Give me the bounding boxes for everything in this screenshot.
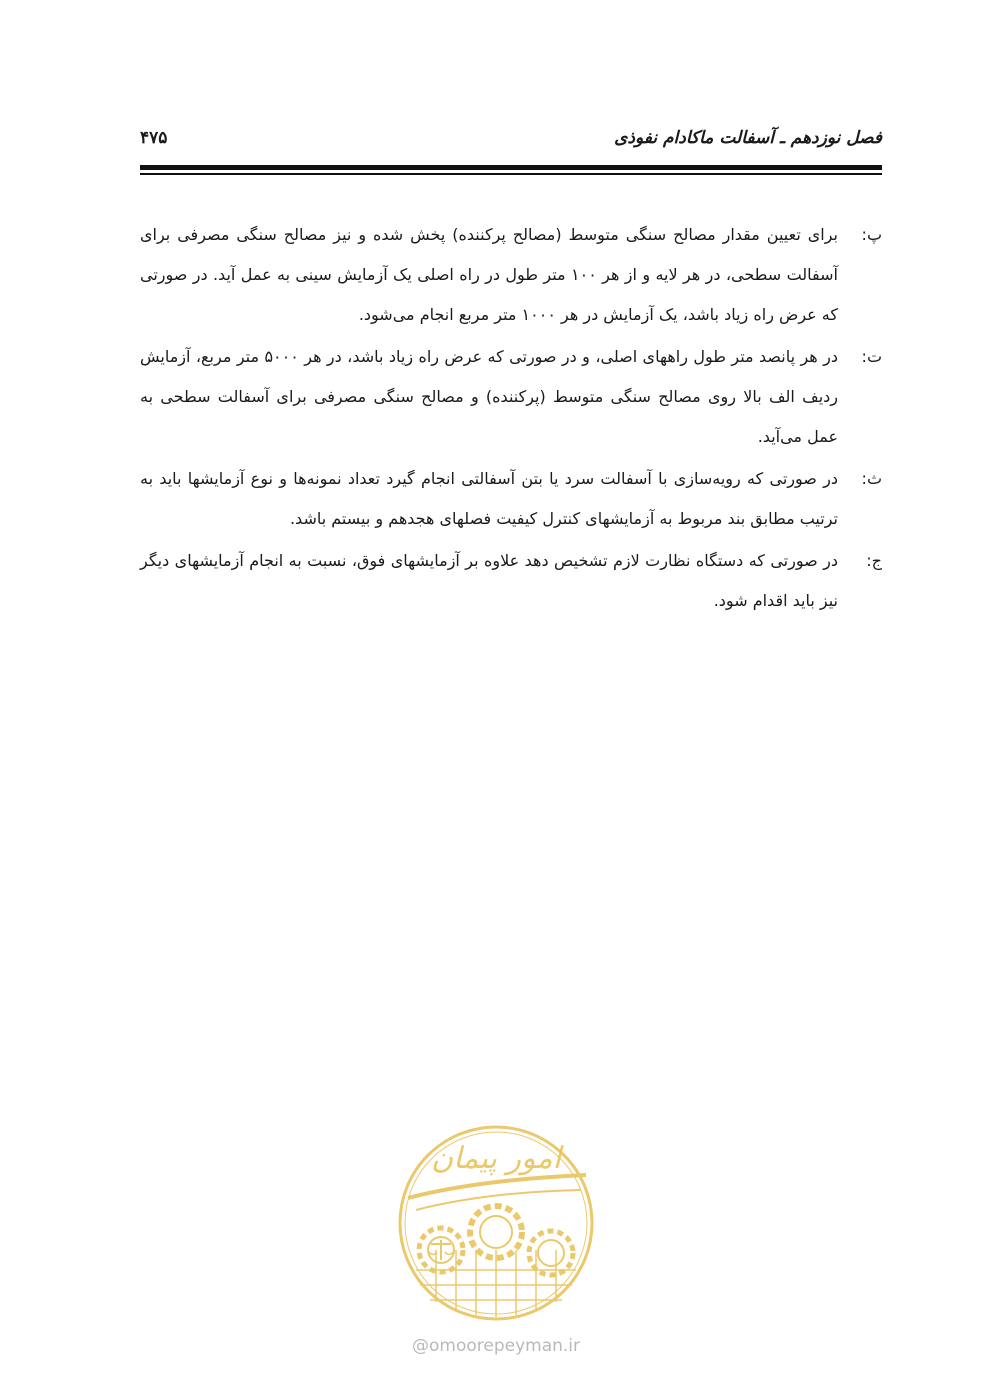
list-item	[140, 215, 882, 335]
item-text: در صورتی که دستگاه نظارت لازم تشخیص دهد علاوه بر آزمایشهای فوق، نسبت به انجام آزمایشهای دیگر نیز باید اقدام شود.	[140, 551, 838, 610]
list-item	[140, 337, 882, 457]
body-content	[140, 215, 882, 623]
item-text: در هر پانصد متر طول راههای اصلی، و در صورتی که عرض راه زیاد باشد، در هر ۵۰۰۰ متر مربع، آزمایش ردیف الف بالا روی مصالح سنگی متوسط (پرکننده) و مصالح سنگی مصرفی برای آسفالت سطحی به عمل می‌آید.	[140, 347, 839, 446]
item-text: برای تعیین مقدار مصالح سنگی متوسط (مصالح پرکننده) پخش شده و نیز مصالح سنگی مصرفی برای آسفالت سطحی، در هر لایه و از هر ۱۰۰ متر طول در راه اصلی یک آزمایش سینی به عمل آید. در صورتی که عرض راه زیاد باشد، یک آزمایش در هر ۱۰۰۰ متر مربع انجام می‌شود.	[140, 225, 838, 324]
item-label: ج:	[866, 551, 882, 570]
list-item	[140, 541, 882, 621]
item-text: در صورتی که رویه‌سازی با آسفالت سرد یا بتن آسفالتی انجام گیرد تعداد نمونه‌ها و نوع آزمایشها باید به ترتیب مطابق بند مربوط به آزمایشهای کنترل کیفیت فصلهای هجدهم و بیستم باشد.	[140, 469, 838, 528]
watermark-url: @omoorepeyman.ir	[411, 1336, 581, 1356]
item-label: ث:	[861, 469, 882, 488]
list-item	[140, 459, 882, 539]
watermark-logo-text: امور پیمان	[431, 1141, 561, 1176]
header-rule-thick	[140, 165, 882, 170]
item-label: ت:	[861, 347, 882, 366]
chapter-title: فصل نوزدهم ـ آسفالت ماکادام نفوذی	[614, 128, 882, 148]
watermark-logo	[386, 1120, 606, 1325]
page-number: ۴۷۵	[140, 128, 168, 148]
header-rule-thin	[140, 173, 882, 175]
item-label: پ:	[861, 225, 882, 244]
page-header	[140, 128, 882, 158]
